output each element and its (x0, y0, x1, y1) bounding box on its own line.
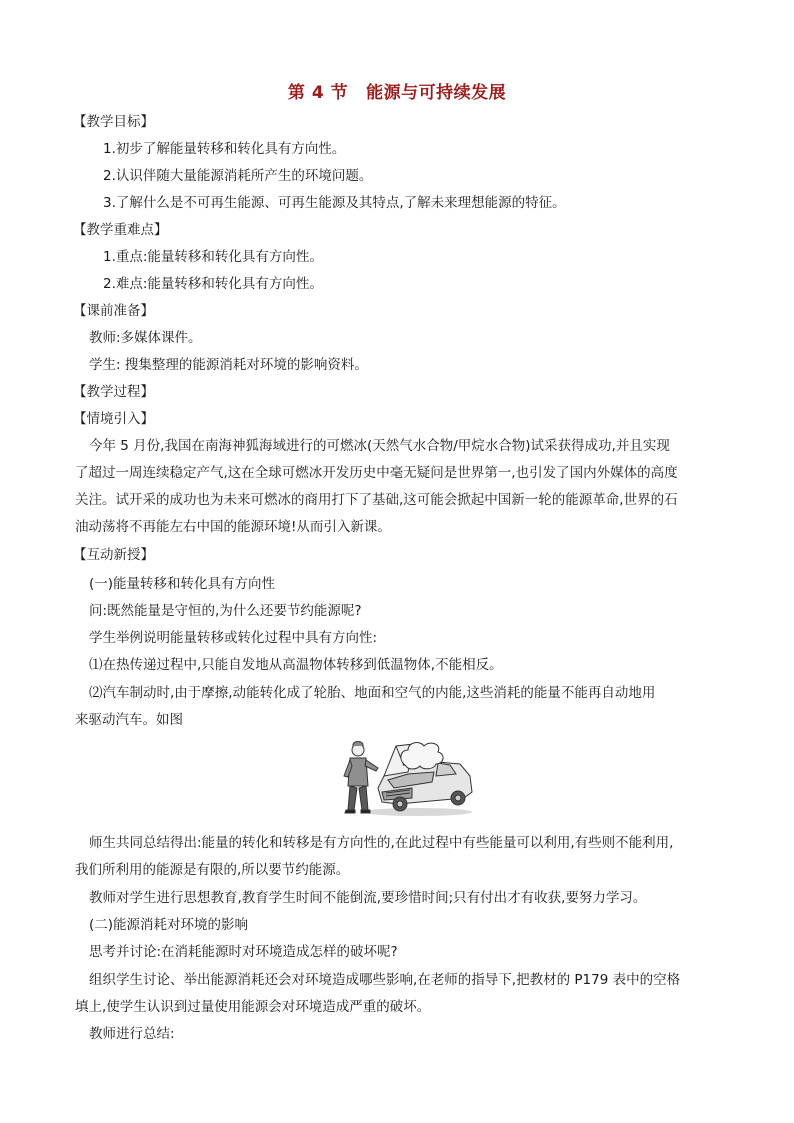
question-2: 思考并讨论:在消耗能源时对环境造成怎样的破坏呢? (89, 944, 398, 960)
summary-line-2: 我们所利用的能源是有限的,所以要节约能源。 (75, 862, 350, 878)
intro-line-4: 油动荡将不再能左右中国的能源环境!从而引入新课。 (75, 519, 391, 535)
organize-line-2: 填上,使学生认识到过量使用能源会对环境造成严重的破坏。 (75, 999, 431, 1015)
question-1: 问:既然能量是守恒的,为什么还要节约能源呢? (89, 603, 362, 619)
key-points-heading: 【教学重难点】 (73, 222, 168, 238)
section-number: 第 4 节 (287, 83, 349, 103)
intro-line-2: 了超过一周连续稳定产气,这在全球可燃冰开发历史中毫无疑问是世界第一,也引发了国内外媒体的高度 (75, 465, 678, 481)
section-name: 能源与可持续发展 (366, 83, 507, 103)
interactive-heading: 【互动新授】 (73, 547, 154, 563)
teacher-summary: 教师进行总结: (89, 1026, 175, 1042)
goal-item-1: 1.初步了解能量转移和转化具有方向性。 (103, 141, 346, 157)
goals-heading: 【教学目标】 (73, 114, 154, 130)
prep-teacher: 教师:多媒体课件。 (89, 330, 202, 346)
organize-line-1: 组织学生讨论、举出能源消耗还会对环境造成哪些影响,在老师的指导下,把教材的 P179 表中的空格 (89, 972, 681, 988)
summary-line-1: 师生共同总结得出:能量的转化和转移是有方向性的,在此过程中有些能量可以利用,有些则不能利用, (89, 835, 674, 851)
teacher-education: 教师对学生进行思想教育,教育学生时间不能倒流,要珍惜时间;只有付出才有收获,要努力学习。 (89, 890, 647, 906)
car-illustration (338, 736, 474, 818)
key-point-2: 2.难点:能量转移和转化具有方向性。 (103, 276, 323, 292)
page-title (0, 78, 794, 103)
student-examples: 学生举例说明能量转移或转化过程中具有方向性: (89, 630, 378, 646)
subsection-1-title: (一)能量转移和转化具有方向性 (89, 576, 276, 592)
goal-item-2: 2.认识伴随大量能源消耗所产生的环境问题。 (103, 168, 373, 184)
key-point-1: 1.重点:能量转移和转化具有方向性。 (103, 249, 323, 265)
example-2-line-1: ⑵汽车制动时,由于摩擦,动能转化成了轮胎、地面和空气的内能,这些消耗的能量不能再自动地用 (89, 685, 656, 701)
example-1: ⑴在热传递过程中,只能自发地从高温物体转移到低温物体,不能相反。 (89, 657, 503, 673)
intro-line-1: 今年 5 月份,我国在南海神狐海域进行的可燃冰(天然气水合物/甲烷水合物)试采获得成功,并且实现 (89, 438, 670, 454)
example-2-line-2: 来驱动汽车。如图 (75, 712, 183, 728)
subsection-2-title: (二)能源消耗对环境的影响 (89, 917, 249, 933)
process-heading: 【教学过程】 (73, 384, 154, 400)
goal-item-3: 3.了解什么是不可再生能源、可再生能源及其特点,了解未来理想能源的特征。 (103, 195, 566, 211)
prep-heading: 【课前准备】 (73, 303, 154, 319)
intro-heading: 【情境引入】 (73, 411, 154, 427)
intro-line-3: 关注。试开采的成功也为未来可燃冰的商用打下了基础,这可能会掀起中国新一轮的能源革命,世界的石 (75, 492, 678, 508)
prep-student: 学生: 搜集整理的能源消耗对环境的影响资料。 (89, 357, 368, 373)
